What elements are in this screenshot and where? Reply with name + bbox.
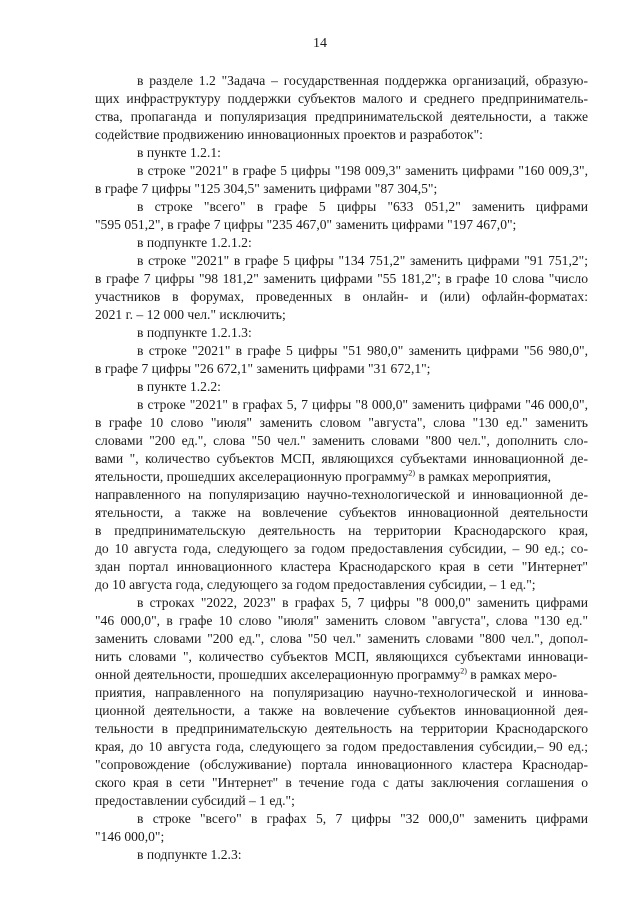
text-line: здан портал инновационного кластера Краснодарского края в сети "Интернет" bbox=[95, 559, 588, 574]
text-line: в пункте 1.2.1: bbox=[137, 145, 221, 160]
text-segment: ятельности, прошедших акселерационную программу bbox=[95, 469, 409, 484]
text-line: в строке "2021" в графах 5, 7 цифры "8 000,0" заменить цифрами "46 000,0", bbox=[137, 397, 588, 412]
text-line: до 10 августа года, следующего за годом предоставления субсидии, – 1 ед."; bbox=[95, 577, 536, 592]
text-line: ционной деятельности, а также на вовлечение субъектов инновационной дея- bbox=[95, 703, 588, 718]
text-line: ятельности, а также на вовлечение субъектов инновационной деятельности bbox=[95, 505, 588, 520]
text-line: вами ", количество субъектов МСП, являющихся субъектами инновационной де- bbox=[95, 451, 588, 466]
text-line: 2021 г. – 12 000 чел." исключить; bbox=[95, 307, 286, 322]
text-line: тельности в предпринимательскую деятельность на территории Краснодарского bbox=[95, 721, 588, 736]
text-line bbox=[95, 470, 551, 484]
text-line: ского края в сети "Интернет" в течение года с даты заключения соглашения о bbox=[95, 775, 588, 790]
text-line: участников в форумах, проведенных в онлайн- и (или) офлайн-форматах: bbox=[95, 289, 588, 304]
text-line: направленного на популяризацию научно-технологической и инновационной де- bbox=[95, 487, 588, 502]
text-line: щих инфраструктуру поддержки субъектов малого и среднего предприниматель- bbox=[95, 91, 588, 106]
text-line: в подпункте 1.2.1.2: bbox=[137, 235, 252, 250]
text-line: в подпункте 1.2.3: bbox=[137, 847, 242, 862]
text-line: приятия, направленного на популяризацию научно-технологической и иннова- bbox=[95, 685, 588, 700]
text-segment: в рамках мероприятия, bbox=[415, 469, 552, 484]
text-line: в строке "всего" в графах 5, 7 цифры "32 000,0" заменить цифрами bbox=[137, 811, 588, 826]
text-line: в строке "2021" в графе 5 цифры "51 980,0" заменить цифрами "56 980,0", bbox=[137, 343, 588, 358]
text-line: содействие продвижению инновационных проектов и разработок": bbox=[95, 127, 483, 142]
text-line: в предпринимательскую деятельность на территории Краснодарского края, bbox=[95, 523, 588, 538]
text-line: в строках "2022, 2023" в графах 5, 7 цифры "8 000,0" заменить цифрами bbox=[137, 595, 588, 610]
text-line: в разделе 1.2 "Задача – государственная поддержка организаций, образую- bbox=[137, 73, 588, 88]
text-line: до 10 августа года, следующего за годом предоставления субсидии, – 90 ед.; со- bbox=[95, 541, 588, 556]
footnote-mark: 2) bbox=[460, 666, 467, 676]
text-line: в графе 7 цифры "26 672,1" заменить цифрами "31 672,1"; bbox=[95, 361, 431, 376]
text-line: в пункте 1.2.2: bbox=[137, 379, 221, 394]
text-line: "сопровождение (обслуживание) портала инновационного кластера Краснодар- bbox=[95, 757, 588, 772]
text-line: нить словами ", количество субъектов МСП, являющихся субъектами инноваци- bbox=[95, 649, 588, 664]
text-line: в подпункте 1.2.1.3: bbox=[137, 325, 252, 340]
text-line: в строке "2021" в графе 5 цифры "198 009,3" заменить цифрами "160 009,3", bbox=[137, 163, 588, 178]
text-line: в графе 10 слово "июля" заменить словом "августа", слова "130 ед." заменить bbox=[95, 415, 588, 430]
text-line: "46 000,0", в графе 10 слово "июля" заменить словом "августа", слова "130 ед." bbox=[95, 613, 588, 628]
text-line: в строке "2021" в графе 5 цифры "134 751,2" заменить цифрами "91 751,2"; bbox=[137, 253, 588, 268]
text-line: "146 000,0"; bbox=[95, 829, 165, 844]
footnote-mark: 2) bbox=[408, 468, 416, 478]
text-line: словами "200 ед.", слова "50 чел." заменить словами "800 чел.", дополнить сло- bbox=[95, 433, 588, 448]
text-line: предоставлении субсидий – 1 ед."; bbox=[95, 793, 295, 808]
page-number: 14 bbox=[313, 36, 327, 51]
text-segment: в рамках меро- bbox=[466, 667, 557, 682]
text-segment: онной деятельности, прошедших акселерационную программу bbox=[95, 667, 461, 682]
text-line: ства, пропаганда и популяризация предпринимательской деятельности, а также bbox=[95, 109, 588, 124]
text-line: в графе 7 цифры "98 181,2" заменить цифрами "55 181,2"; в графе 10 слова "число bbox=[95, 271, 588, 286]
text-line: в строке "всего" в графе 5 цифры "633 051,2" заменить цифрами bbox=[137, 199, 588, 214]
text-line: края, до 10 августа года, следующего за годом предоставления субсидии,– 90 ед.; bbox=[95, 739, 588, 754]
text-line: заменить словами "200 ед.", слова "50 чел." заменить словами "800 чел.", допол- bbox=[95, 631, 588, 646]
text-line: в графе 7 цифры "125 304,5" заменить цифрами "87 304,5"; bbox=[95, 181, 438, 196]
text-line: "595 051,2", в графе 7 цифры "235 467,0" заменить цифрами "197 467,0"; bbox=[95, 217, 517, 232]
text-line bbox=[95, 668, 557, 682]
